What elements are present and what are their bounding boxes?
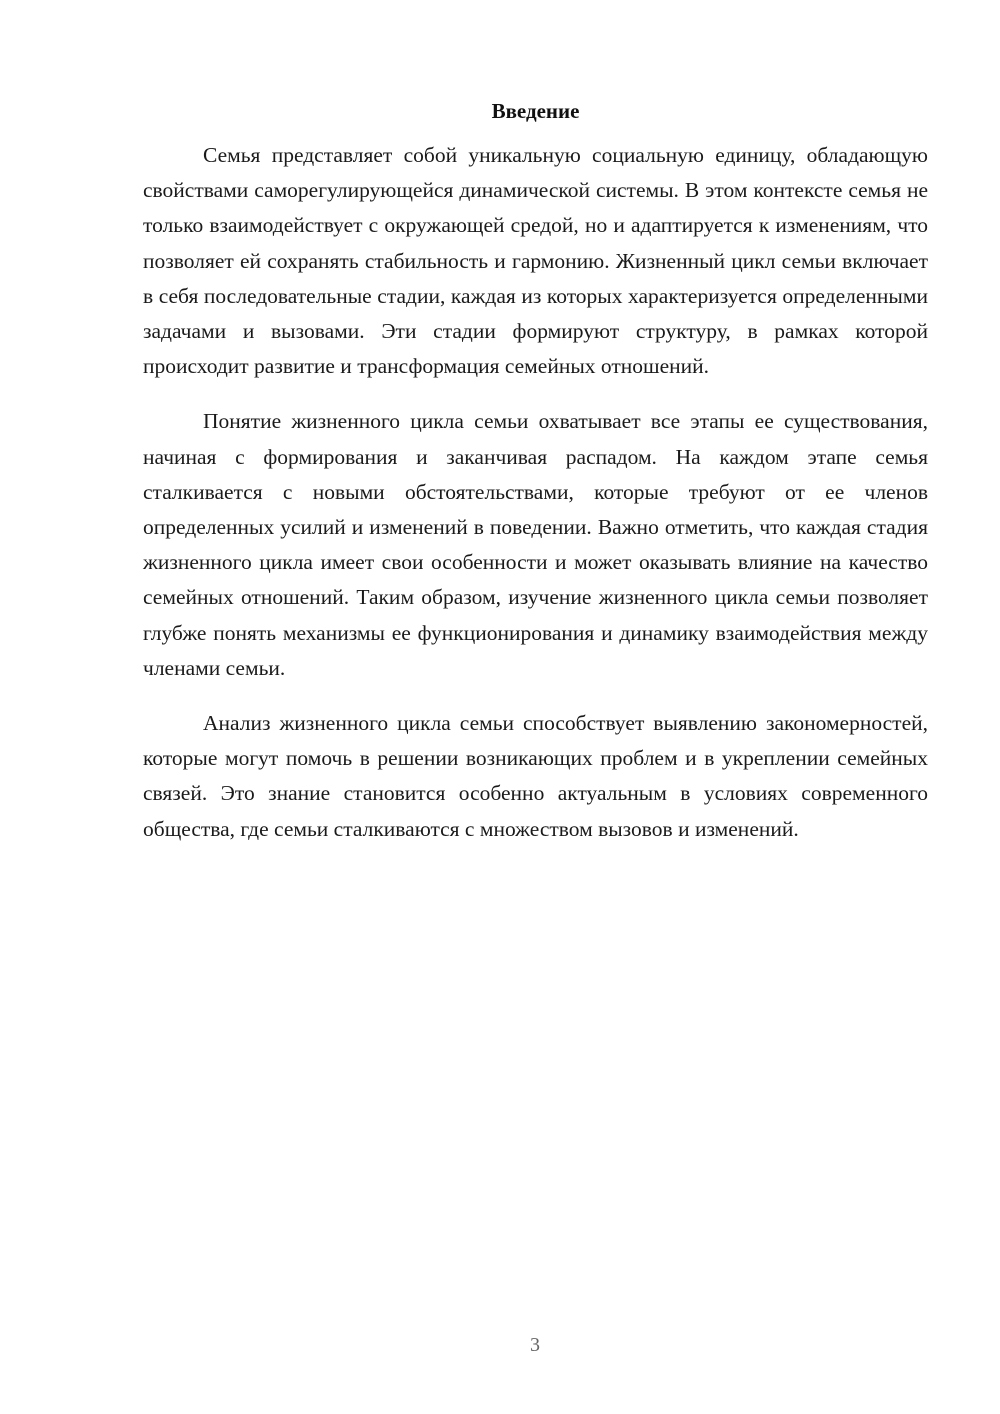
- paragraph-1: Семья представляет собой уникальную социальную единицу, обладающую свойствами саморегулирующейся динамической системы. В этом контексте семья не только взаимодействует с окружающей средой, но и адаптируется к изменениям, что позволяет ей сохранять стабильность и гармонию. Жизненный цикл семьи включает в себя последовательные стадии, каждая из которых характеризуется определенными задачами и вызовами. Эти стадии формируют структуру, в рамках которой происходит развитие и трансформация семейных отношений.: [143, 143, 928, 379]
- page-number: 3: [530, 1334, 540, 1356]
- document-body: [143, 96, 928, 867]
- paragraph-2: Понятие жизненного цикла семьи охватывает все этапы ее существования, начиная с формирования и заканчивая распадом. На каждом этапе семья сталкивается с новыми обстоятельствами, которые требуют от ее членов определенных усилий и изменений в поведении. Важно отметить, что каждая стадия жизненного цикла имеет свои особенности и может оказывать влияние на качество семейных отношений. Таким образом, изучение жизненного цикла семьи позволяет глубже понять механизмы ее функционирования и динамику взаимодействия между членами семьи.: [143, 409, 928, 680]
- paragraph-3: Анализ жизненного цикла семьи способствует выявлению закономерностей, которые могут помочь в решении возникающих проблем и в укреплении семейных связей. Это знание становится особенно актуальным в условиях современного общества, где семьи сталкиваются с множеством вызовов и изменений.: [143, 711, 928, 841]
- section-heading: Введение: [491, 99, 580, 123]
